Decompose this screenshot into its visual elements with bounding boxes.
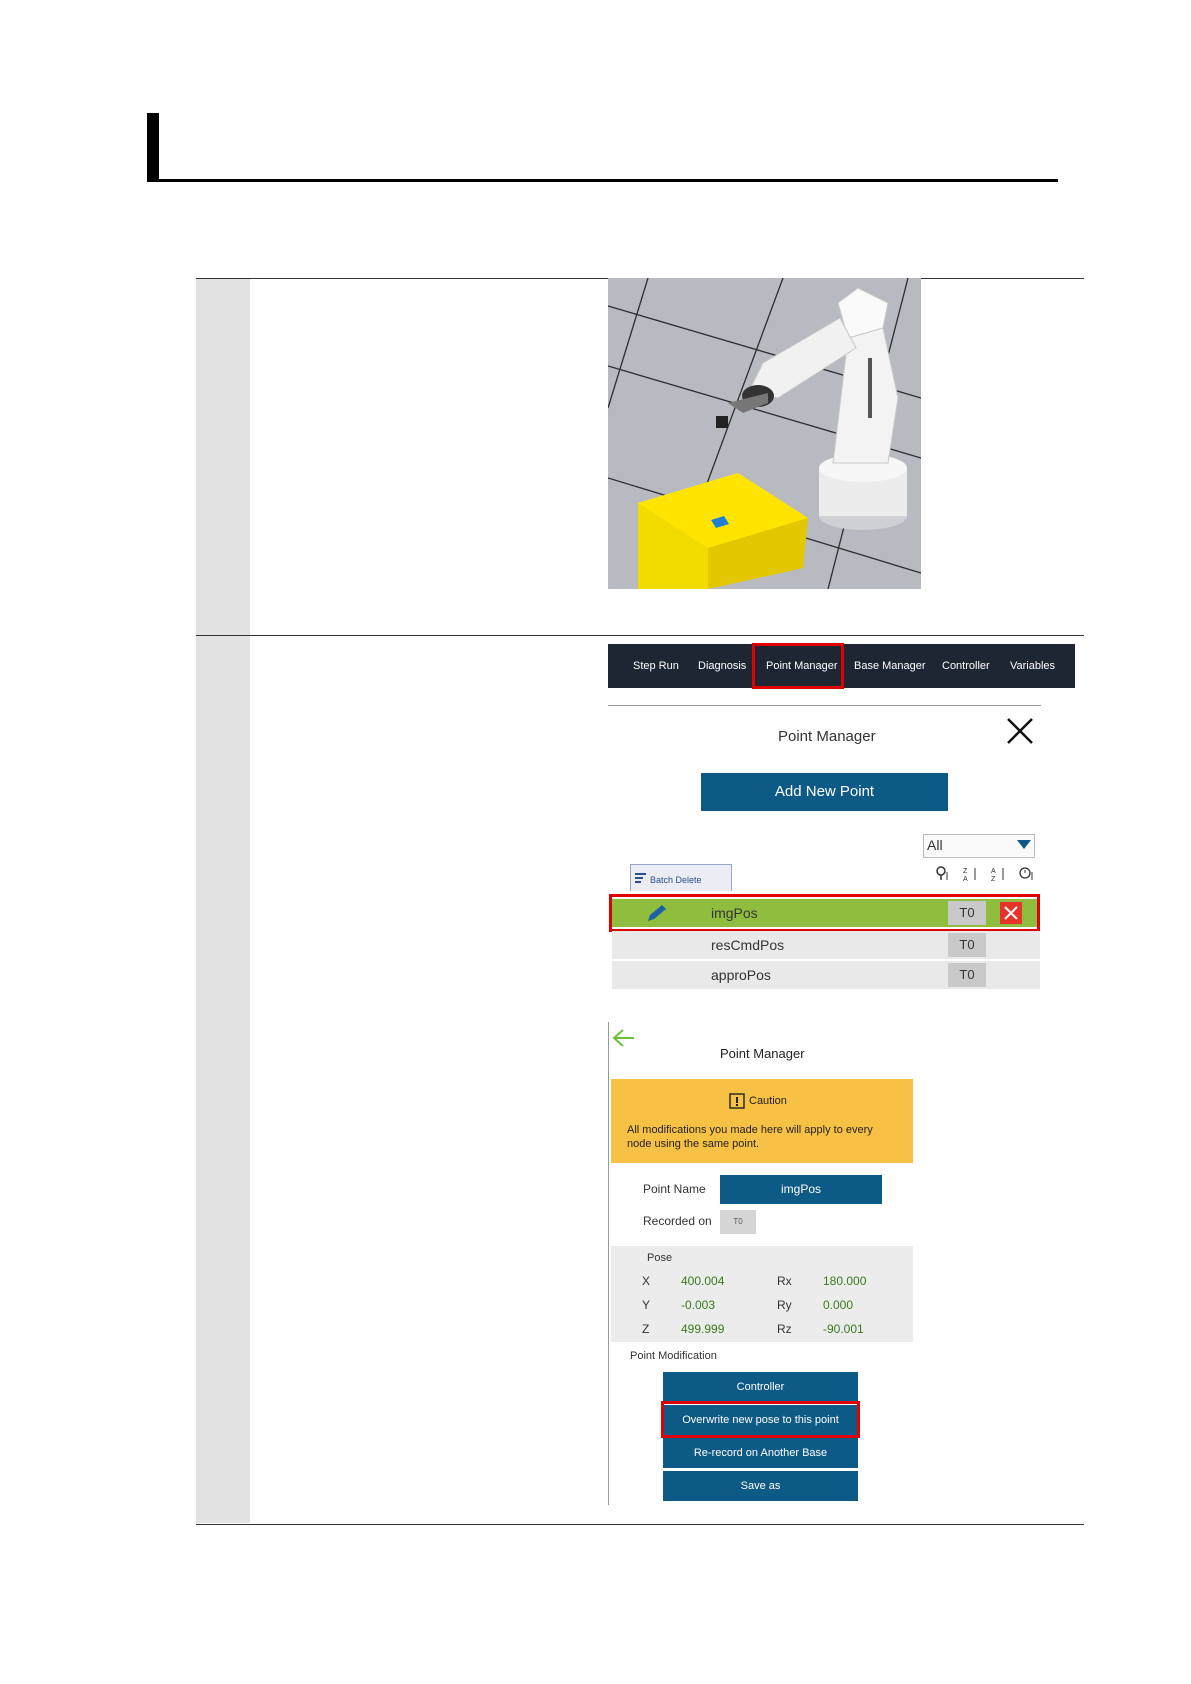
overwrite-highlight-box bbox=[661, 1401, 860, 1438]
back-arrow-icon bbox=[612, 1028, 636, 1048]
sort-za-icon bbox=[991, 866, 1007, 882]
pose-x-label: X bbox=[642, 1274, 651, 1288]
step-column-2 bbox=[196, 636, 250, 1523]
table-row-rule bbox=[196, 635, 1084, 636]
pose-rz-label: Rz bbox=[777, 1322, 792, 1336]
overwrite-pose-button[interactable]: Overwrite new pose to this point bbox=[663, 1405, 858, 1435]
robot-scene-illustration bbox=[608, 278, 921, 589]
svg-text:A: A bbox=[991, 868, 996, 875]
point-detail-title: Point Manager bbox=[720, 1046, 805, 1061]
pose-y-label: Y bbox=[642, 1298, 651, 1312]
pose-rz-value: -90.001 bbox=[823, 1322, 864, 1336]
filter-dropdown[interactable] bbox=[923, 834, 1035, 858]
point-name: resCmdPos bbox=[711, 937, 785, 953]
close-button[interactable] bbox=[1005, 716, 1035, 751]
point-name-label: Point Name bbox=[643, 1182, 706, 1196]
selected-row-highlight-box bbox=[609, 894, 1040, 932]
pose-section bbox=[611, 1246, 913, 1342]
caution-title: Caution bbox=[749, 1095, 787, 1107]
pose-rx-value: 180.000 bbox=[823, 1274, 867, 1288]
pose-ry-value: 0.000 bbox=[823, 1298, 854, 1312]
menu-highlight-box bbox=[752, 643, 844, 689]
clock-sort-icon bbox=[1019, 866, 1035, 882]
section-heading-marker bbox=[147, 113, 159, 181]
back-button[interactable] bbox=[612, 1028, 636, 1053]
robot-simulation-view bbox=[608, 278, 921, 589]
pose-rx-label: Rx bbox=[777, 1274, 792, 1288]
section-heading-rule bbox=[147, 179, 1058, 182]
add-new-point-button[interactable]: Add New Point bbox=[701, 773, 948, 811]
pose-z-label: Z bbox=[642, 1322, 650, 1336]
location-sort-button[interactable] bbox=[935, 866, 951, 887]
svg-text:Z: Z bbox=[991, 876, 996, 882]
batch-delete-icon bbox=[635, 873, 647, 884]
caution-text: All modifications you made here will apply to every node using the same point. bbox=[627, 1124, 873, 1150]
point-name-field[interactable]: imgPos bbox=[720, 1175, 882, 1204]
menu-controller[interactable]: Controller bbox=[942, 660, 990, 672]
menu-point-manager[interactable]: Point Manager bbox=[766, 660, 838, 672]
recorded-on-label: Recorded on bbox=[643, 1214, 712, 1228]
point-name: approPos bbox=[711, 967, 771, 983]
point-modification-label: Point Modification bbox=[630, 1350, 717, 1362]
menu-step-run[interactable]: Step Run bbox=[633, 660, 679, 672]
point-tag: T0 bbox=[948, 963, 986, 987]
menu-base-manager[interactable]: Base Manager bbox=[854, 660, 926, 672]
point-row-appropos[interactable] bbox=[612, 961, 1040, 989]
close-icon bbox=[1005, 716, 1035, 746]
filter-value: All bbox=[927, 837, 943, 853]
point-tag: T0 bbox=[948, 901, 986, 925]
pose-ry-label: Ry bbox=[777, 1298, 792, 1312]
pose-y-value: -0.003 bbox=[681, 1298, 716, 1312]
svg-text:A: A bbox=[963, 876, 968, 882]
point-name: imgPos bbox=[711, 905, 758, 921]
controller-button[interactable]: Controller bbox=[663, 1372, 858, 1402]
warning-icon bbox=[729, 1093, 745, 1109]
point-detail-left-border bbox=[608, 1022, 609, 1505]
time-sort-button[interactable] bbox=[1019, 866, 1035, 887]
recorded-on-field[interactable]: T0 bbox=[720, 1210, 756, 1234]
point-tag: T0 bbox=[948, 933, 986, 957]
pose-label: Pose bbox=[647, 1252, 673, 1264]
sort-az-button[interactable] bbox=[963, 866, 979, 887]
menu-variables[interactable]: Variables bbox=[1010, 660, 1056, 672]
batch-delete-label: Batch Delete bbox=[650, 875, 702, 885]
re-record-button[interactable]: Re-record on Another Base bbox=[663, 1438, 858, 1468]
sort-za-button[interactable] bbox=[991, 866, 1007, 887]
sort-az-icon bbox=[963, 866, 979, 882]
point-row-rescmdpos[interactable] bbox=[612, 931, 1040, 959]
point-manager-title: Point Manager bbox=[778, 728, 876, 745]
caution-box bbox=[611, 1079, 913, 1163]
menu-diagnosis[interactable]: Diagnosis bbox=[698, 660, 747, 672]
pose-z-value: 499.999 bbox=[681, 1322, 725, 1336]
step-column-1 bbox=[196, 279, 250, 635]
svg-text:Z: Z bbox=[963, 868, 968, 875]
location-sort-icon bbox=[935, 866, 951, 882]
batch-delete-button[interactable] bbox=[630, 864, 732, 891]
table-bottom-rule bbox=[196, 1524, 1084, 1525]
pose-x-value: 400.004 bbox=[681, 1274, 725, 1288]
chevron-down-icon bbox=[1017, 840, 1031, 850]
save-as-button[interactable]: Save as bbox=[663, 1471, 858, 1501]
